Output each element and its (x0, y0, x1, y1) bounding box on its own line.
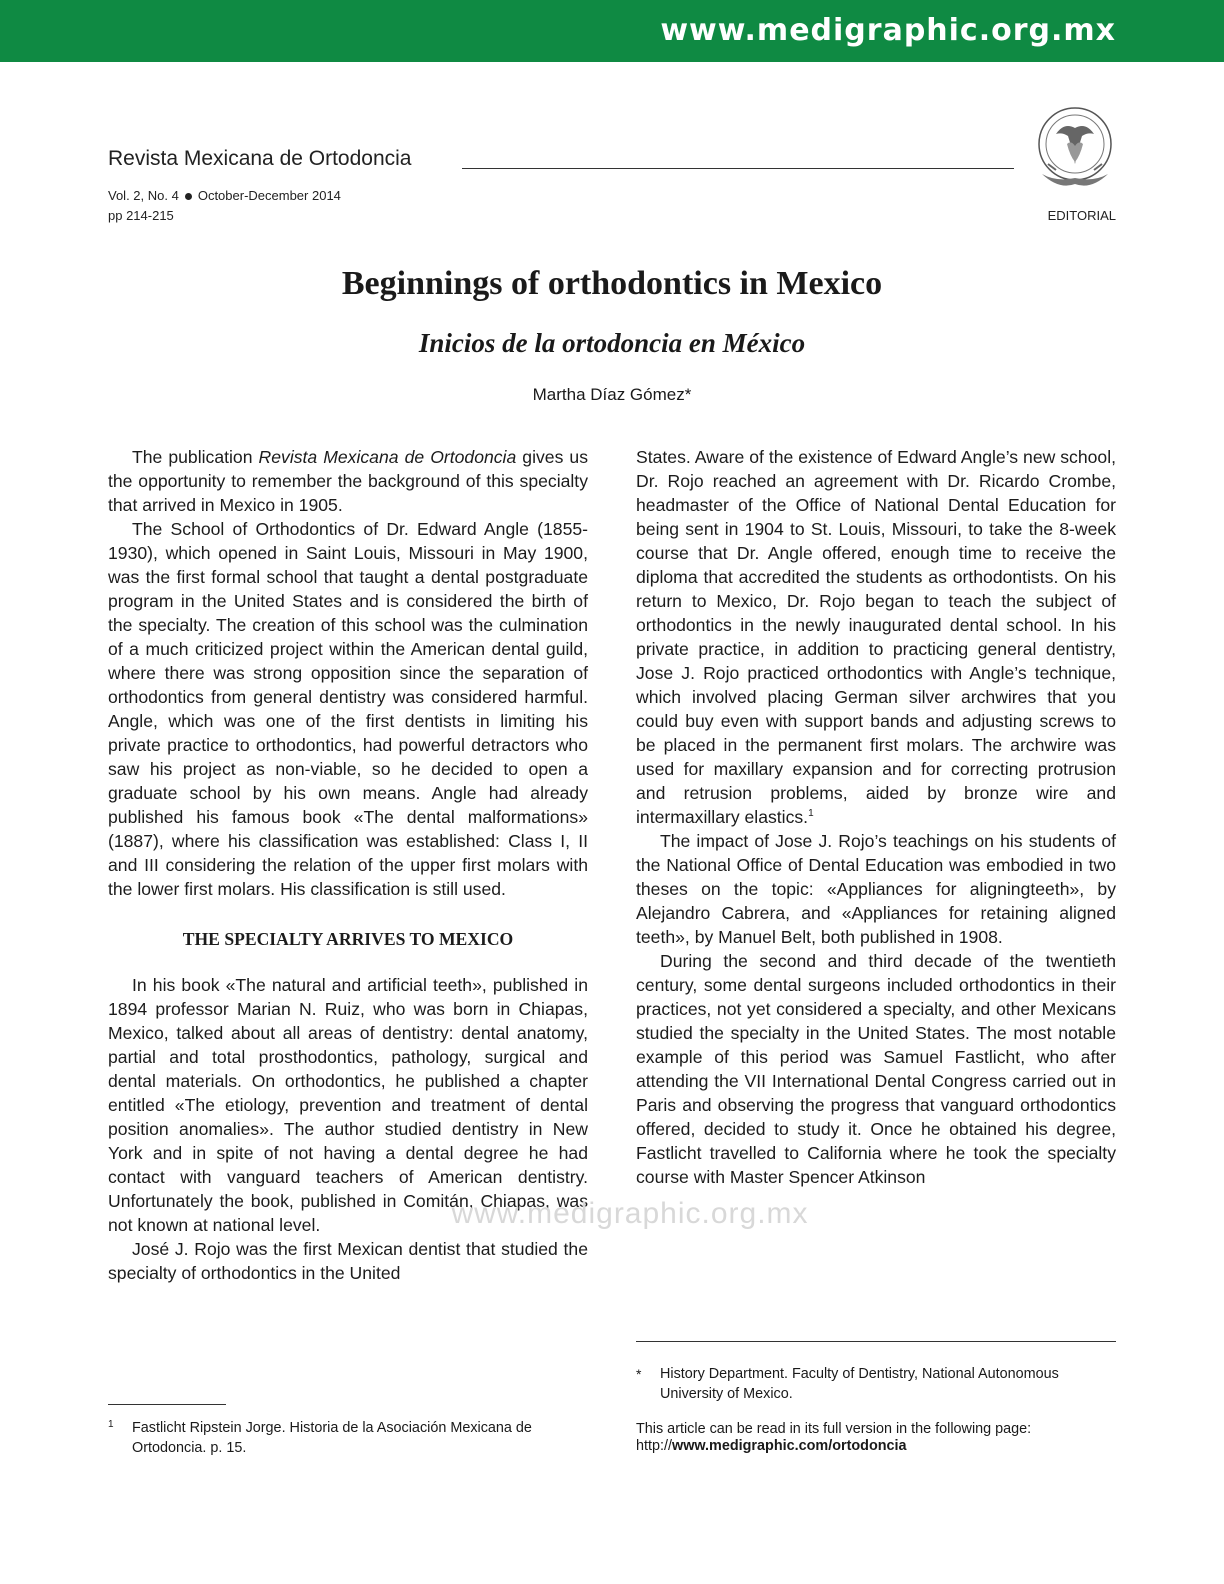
page-range: pp 214-215 (108, 208, 174, 223)
availability-link[interactable]: http://www.medigraphic.com/ortodoncia (636, 1438, 907, 1454)
affiliation-mark: * (636, 1366, 642, 1382)
footnote-divider (108, 1404, 226, 1405)
footnote (108, 1418, 588, 1458)
top-banner (0, 0, 1224, 62)
paragraph: States. Aware of the existence of Edward Angle’s new school, Dr. Rojo reached an agreement with Dr. Ricardo Crombe, headmaster of the Office of National Dental Education for being sent in 1904 to St. Louis, Missouri, to take the 8-week course that Dr. Angle offered, enough time to receive the diploma that accredited the students as orthodontists. On his return to Mexico, Dr. Rojo began to teach the subject of orthodontics in the newly inaugurated dental school. In his private practice, in addition to practicing general dentistry, Jose J. Rojo practiced orthodontics with Angle’s technique, which involved placing German silver archwires that you could buy even with support bands and adjusting screws to be placed in the permanent first molars. The archwire was used for maxillary expansion and for correcting protrusion and retrusion problems, aided by bronze wire and intermaxillary elastics.$^1$ (636, 447, 1116, 827)
availability-note (636, 1421, 1116, 1455)
header-rule (462, 168, 1014, 169)
paragraph: The impact of Jose J. Rojo’s teachings on his students of the National Office of Dental Education was embodied in two theses on the topic: «Appliances for aligningteeth», by Alejandro Cabrera, and «Appliances for retaining aligned teeth», by Manuel Belt, both published in 1908. (636, 831, 1116, 947)
section-label: EDITORIAL (1047, 208, 1116, 223)
banner-url-link[interactable]: www.medigraphic.org.mx (660, 13, 1116, 48)
author-name: Martha Díaz Gómez* (532, 385, 692, 404)
watermark: www.medigraphic.org.mx (451, 1197, 809, 1230)
footnote-reference[interactable]: 1 (808, 808, 814, 820)
availability-text: This article can be read in its full version in the following page: (636, 1421, 1032, 1437)
paragraph: José J. Rojo was the first Mexican dentist that studied the specialty of orthodontics in the United (108, 1239, 588, 1283)
footnote-mark: 1 (108, 1419, 114, 1430)
paragraph: In his book «The natural and artificial teeth», published in 1894 professor Marian N. Ruiz, who was born in Chiapas, Mexico, talked about all areas of dentistry: dental anatomy, partial and total prosthodontics, pathology, surgical and dental materials. On orthodontics, he published a chapter entitled «The etiology, prevention and treatment of dental position anomalies». The author studied dentistry in New York and in spite of not having a dental degree he had contact with vanguard teachers of American dentistry. Unfortunately the book, published in Comitán, Chiapas, was not known at national level. (108, 975, 588, 1235)
footnote-text: Fastlicht Ripstein Jorge. Historia de la Asociación Mexicana de Ortodoncia. p. 15. (132, 1420, 532, 1456)
journal-name: Revista Mexicana de Ortodoncia (108, 147, 412, 170)
affiliation-text: History Department. Faculty of Dentistry, National Autonomous University of Mexico. (660, 1366, 1059, 1402)
left-column (108, 445, 588, 1285)
right-column (636, 445, 1116, 1189)
paragraph: The publication Revista Mexicana de Ortodoncia gives us the opportunity to remember the background of this specialty that arrived in Mexico in 1905. (108, 447, 589, 515)
issue-date: October-December 2014 (197, 188, 341, 203)
article-title: Beginnings of orthodontics in Mexico (341, 265, 883, 302)
volume-number: Vol. 2, No. 4 (108, 188, 179, 203)
paragraph: During the second and third decade of the twentieth century, some dental surgeons included orthodontics in their practices, not yet considered a specialty, and other Mexicans studied the specialty in the United States. The most notable example of this period was Samuel Fastlicht, who after attending the VII International Dental Congress carried out in Paris and observing the progress that vanguard orthodontics offered, decided to study it. Once he obtained his degree, Fastlicht travelled to California where he took the specialty course with Master Spencer Atkinson (636, 951, 1116, 1187)
journal-italic: Revista Mexicana de Ortodoncia (258, 447, 517, 467)
bullet-icon (185, 193, 192, 200)
section-heading: THE SPECIALTY ARRIVES TO MEXICO (182, 929, 514, 949)
affiliation-divider (636, 1341, 1116, 1342)
author-affiliation (636, 1364, 1116, 1404)
unam-seal-icon (1034, 104, 1116, 192)
article-subtitle: Inicios de la ortodoncia en México (418, 328, 806, 358)
issue-info (108, 186, 341, 206)
paragraph: The School of Orthodontics of Dr. Edward Angle (1855-1930), which opened in Saint Louis, Missouri in May 1900, was the first formal school that taught a dental postgraduate program in the United States and is considered the birth of the specialty. The creation of this school was the culmination of a much criticized project within the American dental guild, where there was strong opposition since the separation of orthodontics from general dentistry was considered harmful. Angle, which was one of the first dentists in limiting his private practice to orthodontics, had powerful detractors who saw his project as non-viable, so he decided to open a graduate school by his own means. Angle had already published his famous book «The dental malformations» (1887), where his classification was established: Class I, II and III considering the relation of the upper first molars with the lower first molars. His classification is still used. (108, 519, 588, 899)
